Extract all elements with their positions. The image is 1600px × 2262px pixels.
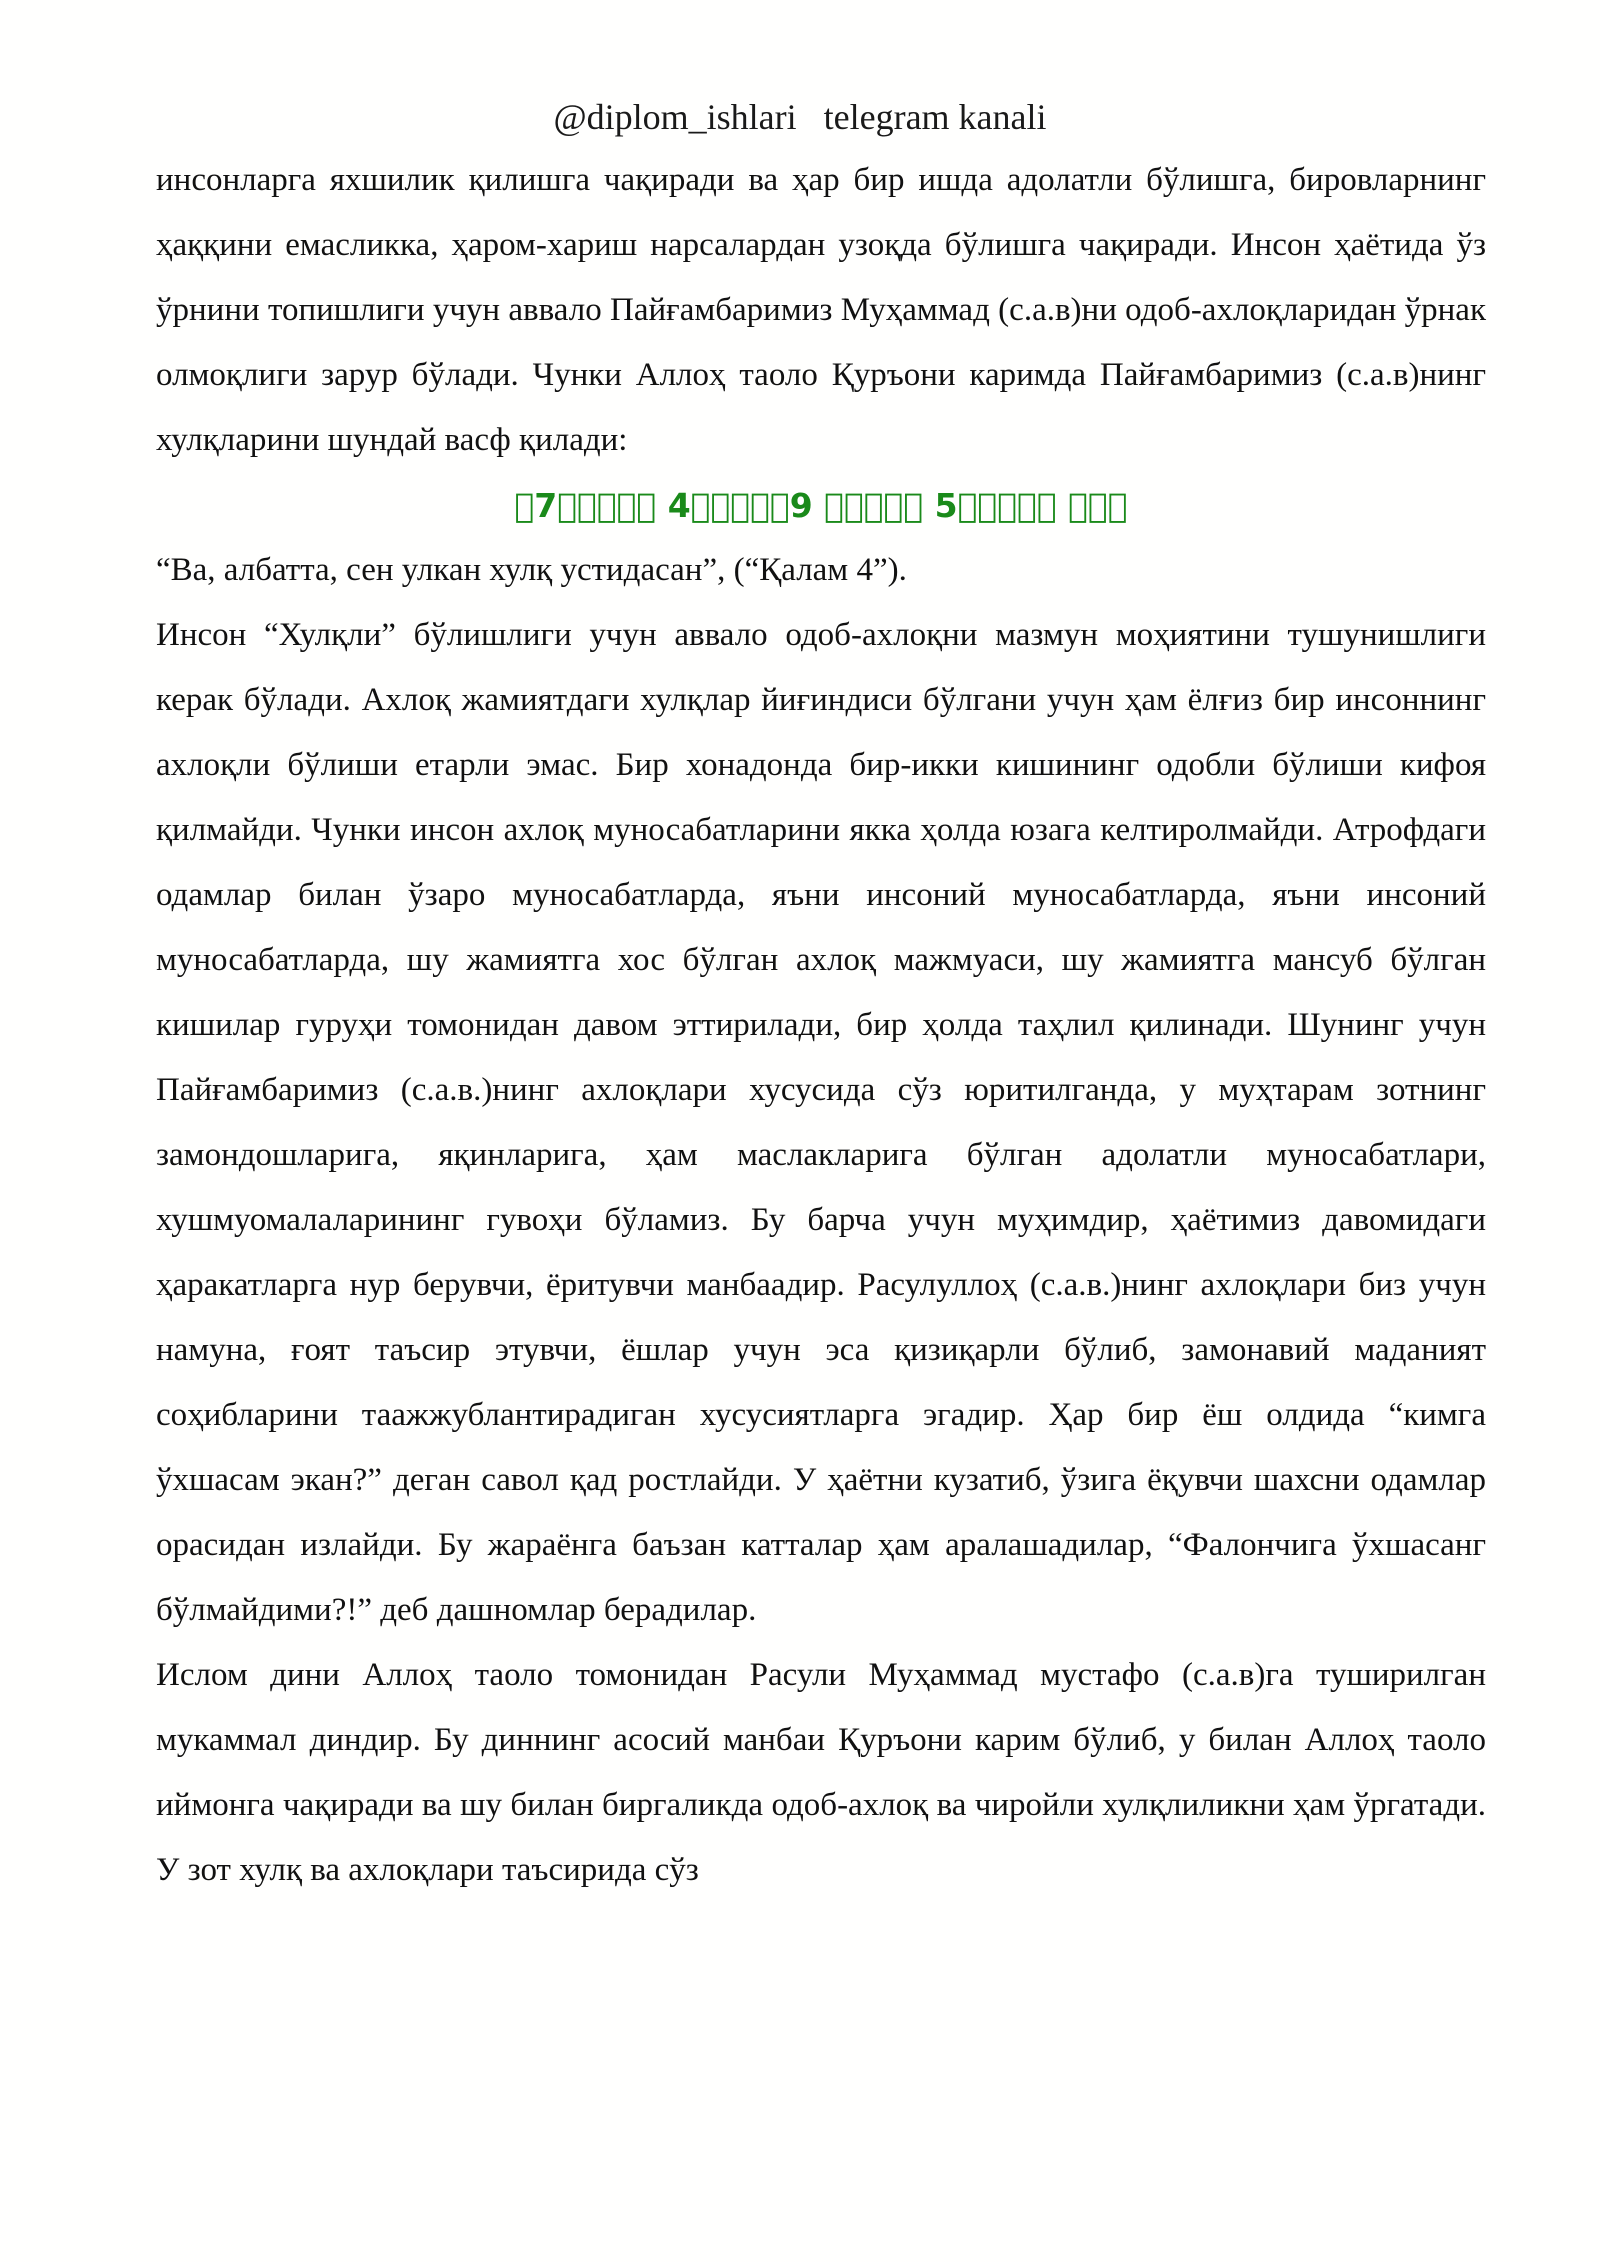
channel-label: telegram kanali (823, 97, 1047, 137)
verse-translation: “Ва, албатта, сен улкан хулқ устидасан”, (“Қалам 4”). (156, 552, 907, 588)
paragraph-islam: Ислом дини Аллоҳ таоло томонидан Расули Муҳаммад мустафо (с.а.в)га туширилган мукаммал диндир. Бу диннинг асосий манбаи Қуръони карим бўлиб, у билан Аллоҳ таоло иймонга чақиради ва шу билан биргаликда одоб-ахлоқ ва чиройли хулқлиликни ҳам ўргатади. У зот хулқ ва ахлоқлари таъсирида сўз (156, 1657, 1486, 1888)
arabic-verse: 􀀷7􀀀􀀀􀀀􀀀􀀀 4􀀀􀀀􀀀􀀀􀀀9 􀀀􀀀􀀀􀀀􀀀 5􀀀􀀀􀀀􀀀􀀀 􀀀􀀀􀀀 (514, 486, 1128, 525)
channel-handle: @diplom_ishlari (553, 97, 797, 137)
document-body (156, 148, 1486, 1903)
paragraph-intro: инсонларга яхшилик қилишга чақиради ва ҳар бир ишда адолатли бўлишга, бировларнинг ҳаққини емасликка, ҳаром-хариш нарсалардан узоқда бўлишга чақиради. Инсон ҳаётида ўз ўрнини топишлиги учун аввало Пайғамбаримиз Муҳаммад (с.а.в)ни одоб-ахлоқларидан ўрнак олмоқлиги зарур бўлади. Чунки Аллоҳ таоло Қуръони каримда Пайғамбаримиз (с.а.в)нинг хулқларини шундай васф қилади: (156, 162, 1486, 458)
paragraph-character: Инсон “Хулқли” бўлишлиги учун аввало одоб-ахлоқни мазмун моҳиятини тушунишлиги керак бўлади. Ахлоқ жамиятдаги хулқлар йиғиндиси бўлгани учун ҳам ёлғиз бир инсоннинг ахлоқли бўлиши етарли эмас. Бир хонадонда бир-икки кишининг одобли бўлиши кифоя қилмайди. Чунки инсон ахлоқ муносабатларини якка ҳолда юзага келтиролмайди. Атрофдаги одамлар билан ўзаро муносабатларда, яъни инсоний муносабатларда, яъни инсоний муносабатларда, шу жамиятга хос бўлган ахлоқ мажмуаси, шу жамиятга мансуб бўлган кишилар гуруҳи томонидан давом эттирилади, бир ҳолда таҳлил қилинади. Шунинг учун Пайғамбаримиз (с.а.в.)нинг ахлоқлари хусусида сўз юритилганда, у муҳтарам зотнинг замондошларига, яқинларига, ҳам маслакларига бўлган адолатли муносабатлари, хушмуомалаларининг гувоҳи бўламиз. Бу барча учун муҳимдир, ҳаётимиз давомидаги ҳаракатларга нур берувчи, ёритувчи манбаадир. Расулуллоҳ (с.а.в.)нинг ахлоқлари биз учун намуна, ғоят таъсир этувчи, ёшлар учун эса қизиқарли бўлиб, замонавий маданият соҳибларини таажжублантирадиган хусусиятларга эгадир. Ҳар бир ёш олдида “кимга ўхшасам экан?” деган савол қад ростлайди. У ҳаётни кузатиб, ўзига ёқувчи шахсни одамлар орасидан излайди. Бу жараёнга баъзан катталар ҳам аралашадилар, “Фалончига ўхшасанг бўлмайдими?!” деб дашномлар берадилар. (156, 617, 1486, 1628)
channel-watermark (0, 92, 1600, 142)
